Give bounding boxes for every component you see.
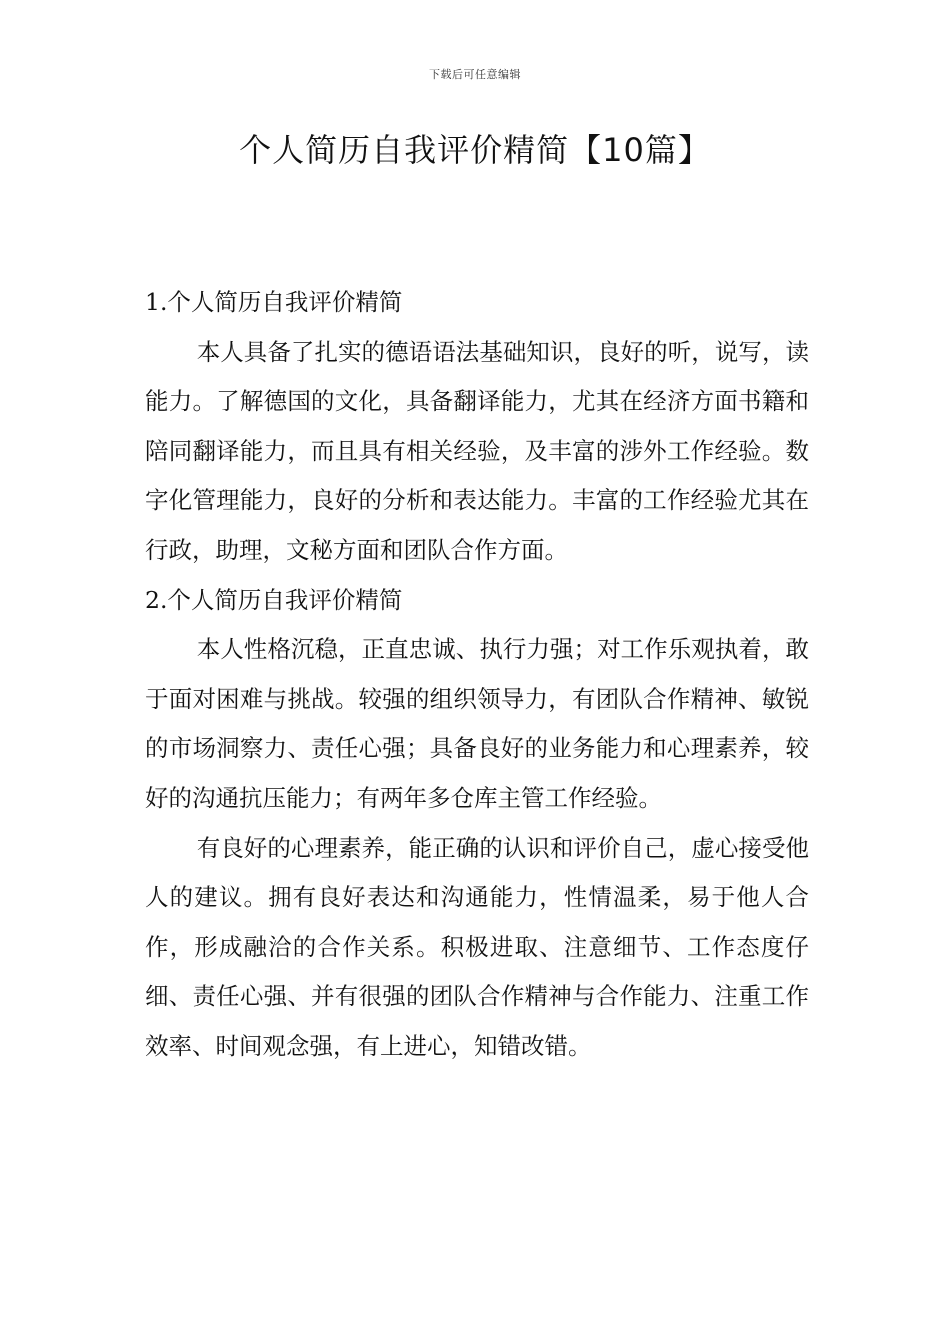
paragraph: 本人具备了扎实的德语语法基础知识，良好的听，说写，读能力。了解德国的文化，具备翻译能力，尤其在经济方面书籍和陪同翻译能力，而且具有相关经验，及丰富的涉外工作经验。数字化管理能力，良好的分析和表达能力。丰富的工作经验尤其在行政，助理，文秘方面和团队合作方面。 [145, 337, 809, 564]
header-note: 下载后可任意编辑 [429, 68, 521, 81]
section-heading: 2.个人简历自我评价精简 [145, 585, 403, 614]
document-title: 个人简历自我评价精简【10篇】 [239, 131, 711, 169]
paragraph: 本人性格沉稳，正直忠诚、执行力强；对工作乐观执着，敢于面对困难与挑战。较强的组织领导力，有团队合作精神、敏锐的市场洞察力、责任心强；具备良好的业务能力和心理素养，较好的沟通抗压能力；有两年多仓库主管工作经验。 [145, 635, 809, 812]
paragraph: 有良好的心理素养，能正确的认识和评价自己，虚心接受他人的建议。拥有良好表达和沟通能力，性情温柔，易于他人合作，形成融洽的合作关系。积极进取、注意细节、工作态度仔细、责任心强、并有很强的团队合作精神与合作能力、注重工作效率、时间观念强，有上进心，知错改错。 [145, 833, 809, 1060]
section-1 [145, 278, 809, 576]
section-2 [145, 576, 809, 1072]
section-heading: 1.个人简历自我评价精简 [145, 288, 403, 316]
document-body [145, 278, 809, 1072]
